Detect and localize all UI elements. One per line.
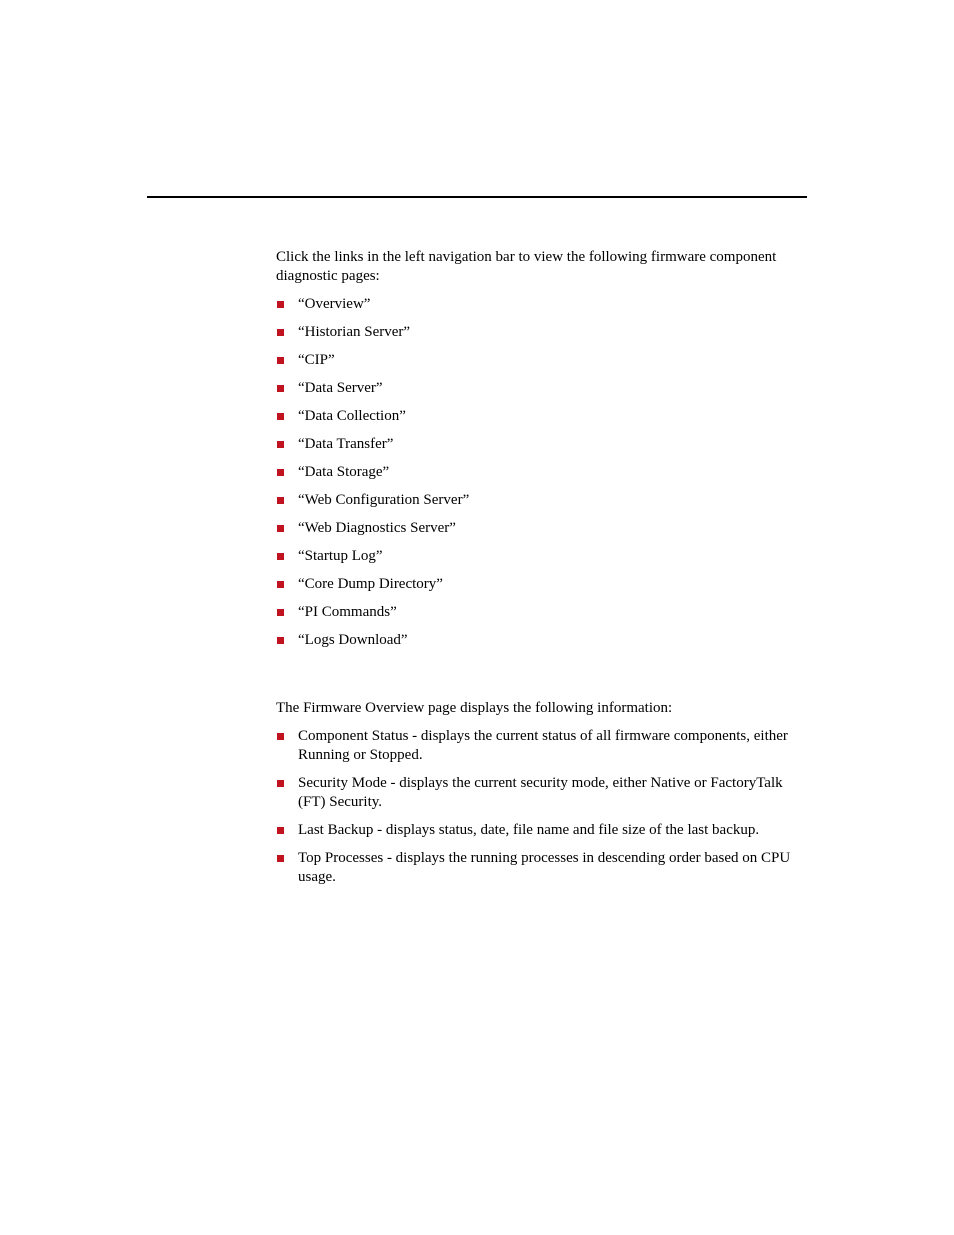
list-item [276, 519, 808, 538]
list-item [276, 435, 808, 454]
list-item [276, 491, 808, 510]
overview-info-list [276, 727, 808, 887]
bullet-square-icon [277, 329, 284, 336]
bullet-square-icon [277, 780, 284, 787]
list-item [276, 463, 808, 482]
list-item [276, 603, 808, 622]
list-item [276, 295, 808, 314]
bullet-square-icon [277, 497, 284, 504]
bullet-square-icon [277, 827, 284, 834]
list-item-text: “Overview” [298, 296, 371, 312]
list-item-text: Component Status - displays the current status of all firmware components, either Running or Stopped. [298, 728, 788, 763]
list-item-text: “Core Dump Directory” [298, 576, 443, 592]
list-item-text: Top Processes - displays the running processes in descending order based on CPU usage. [298, 850, 791, 885]
intro-section [276, 248, 808, 659]
bullet-square-icon [277, 301, 284, 308]
list-item-text: “Data Collection” [298, 408, 406, 424]
list-item-text: “Data Storage” [298, 464, 390, 480]
bullet-square-icon [277, 855, 284, 862]
list-item-text: “CIP” [298, 352, 335, 368]
list-item-text: “Logs Download” [298, 632, 408, 648]
bullet-square-icon [277, 637, 284, 644]
intro-paragraph: Click the links in the left navigation bar to view the following firmware component diagnostic pages: [276, 249, 777, 284]
diagnostic-pages-list [276, 295, 808, 650]
bullet-square-icon [277, 385, 284, 392]
list-item [276, 849, 808, 887]
overview-paragraph: The Firmware Overview page displays the following information: [276, 700, 673, 716]
list-item-text: “Historian Server” [298, 324, 411, 340]
bullet-square-icon [277, 525, 284, 532]
list-item [276, 379, 808, 398]
list-item [276, 407, 808, 426]
bullet-square-icon [277, 413, 284, 420]
overview-section [276, 699, 808, 896]
list-item-text: “Web Diagnostics Server” [298, 520, 456, 536]
list-item-text: “Data Server” [298, 380, 383, 396]
bullet-square-icon [277, 469, 284, 476]
bullet-square-icon [277, 357, 284, 364]
list-item-text: “Data Transfer” [298, 436, 394, 452]
list-item-text: Last Backup - displays status, date, file name and file size of the last backup. [298, 822, 760, 838]
list-item-text: “Web Configuration Server” [298, 492, 470, 508]
bullet-square-icon [277, 441, 284, 448]
list-item [276, 631, 808, 650]
list-item [276, 774, 808, 812]
bullet-square-icon [277, 609, 284, 616]
bullet-square-icon [277, 581, 284, 588]
list-item [276, 575, 808, 594]
bullet-square-icon [277, 733, 284, 740]
list-item [276, 821, 808, 840]
list-item-text: “Startup Log” [298, 548, 383, 564]
list-item [276, 547, 808, 566]
bullet-square-icon [277, 553, 284, 560]
header-rule [147, 196, 807, 198]
list-item [276, 351, 808, 370]
list-item-text: “PI Commands” [298, 604, 397, 620]
list-item [276, 727, 808, 765]
list-item [276, 323, 808, 342]
list-item-text: Security Mode - displays the current security mode, either Native or FactoryTalk (FT) Security. [298, 775, 783, 810]
